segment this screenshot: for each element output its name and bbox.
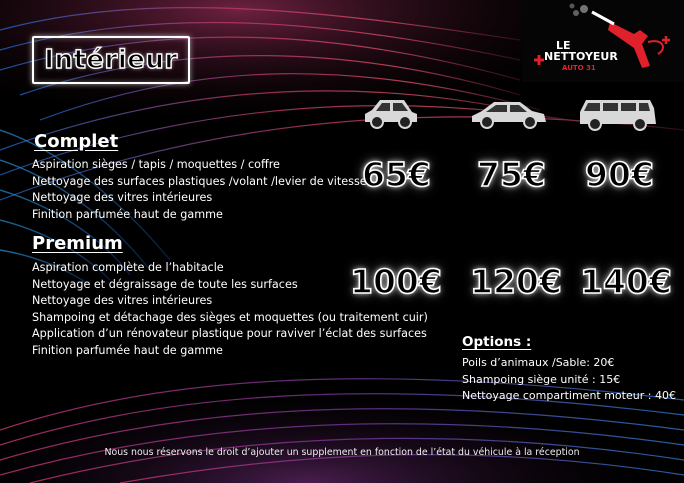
list-item: Aspiration complète de l’habitacle bbox=[32, 261, 224, 274]
sedan-car-icon bbox=[470, 94, 548, 130]
small-car-icon bbox=[362, 94, 420, 130]
list-item: Aspiration sièges / tapis / moquettes / coffre bbox=[32, 158, 280, 171]
list-item: Nettoyage compartiment moteur : 40€ bbox=[462, 389, 676, 403]
options-title: Options : bbox=[462, 334, 532, 350]
logo-line-2: NETTOYEUR bbox=[544, 50, 618, 63]
premium-title: Premium bbox=[32, 233, 123, 254]
logo-line-3: AUTO 31 bbox=[562, 64, 596, 72]
complet-list bbox=[32, 157, 367, 223]
list-item: Nettoyage des vitres intérieures bbox=[32, 294, 213, 308]
price-complet-van: 90€ bbox=[585, 155, 654, 194]
price-premium-small: 100€ bbox=[350, 262, 442, 301]
list-item: Application d’un rénovateur plastique pour raviver l’éclat des surfaces bbox=[32, 327, 427, 341]
list-item: Finition parfumée haut de gamme bbox=[32, 343, 223, 357]
brand-logo bbox=[522, 0, 684, 82]
list-item: Shampoing siège unité : 15€ bbox=[462, 372, 621, 386]
options-list bbox=[462, 355, 676, 405]
page-title: Intérieur bbox=[44, 45, 178, 75]
list-item: Nettoyage des surfaces plastiques /volant /levier de vitesse bbox=[32, 174, 367, 188]
list-item: Finition parfumée haut de gamme bbox=[32, 207, 223, 221]
list-item: Poils d’animaux /Sable: 20€ bbox=[462, 356, 615, 369]
page-title-box bbox=[32, 36, 190, 84]
list-item: Nettoyage des vitres intérieures bbox=[32, 191, 213, 205]
price-complet-small: 65€ bbox=[362, 155, 431, 194]
price-complet-sedan: 75€ bbox=[477, 155, 546, 194]
price-premium-sedan: 120€ bbox=[470, 262, 562, 301]
list-item: Nettoyage et dégraissage de toute les surfaces bbox=[32, 277, 298, 291]
list-item: Shampoing et détachage des sièges et moquettes (ou traitement cuir) bbox=[32, 310, 428, 324]
price-premium-van: 140€ bbox=[580, 262, 672, 301]
footer-note: Nous nous réservons le droit d’ajouter un supplement en fonction de l’état du véhicule à la réception bbox=[104, 447, 580, 458]
logo-line-1: LE bbox=[556, 39, 571, 52]
complet-title: Complet bbox=[34, 131, 119, 152]
van-car-icon bbox=[578, 94, 658, 132]
